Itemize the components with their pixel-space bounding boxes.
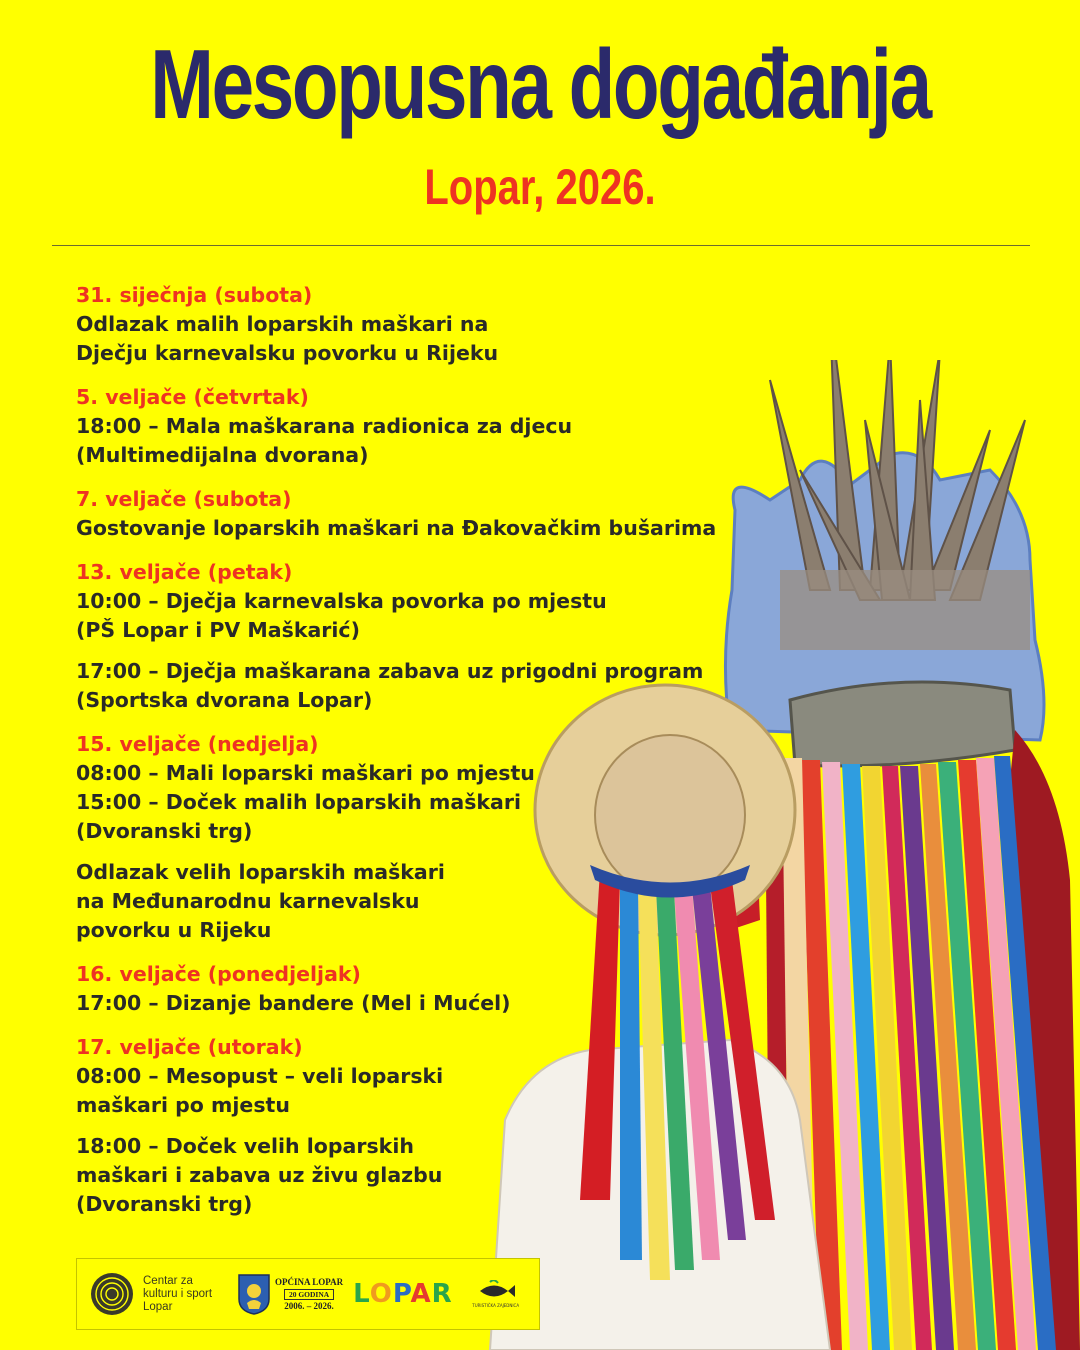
center-logo-text	[143, 1275, 231, 1314]
sponsor-logo-strip	[76, 1258, 540, 1330]
page-subtitle: Lopar, 2026.	[424, 159, 656, 215]
center-name-line-1: Centar za	[143, 1274, 193, 1287]
event-text-line: 17:00 – Dizanje bandere (Mel i Mućel)	[76, 991, 511, 1015]
center-logo-icon	[89, 1271, 135, 1317]
tourist-board-logo	[461, 1280, 531, 1308]
tourist-board-text: TURISTIČKA ZAJEDNICA	[472, 1303, 520, 1308]
event-text-line: povorku u Rijeku	[76, 918, 272, 942]
event-text-line: 15:00 – Doček malih loparskih maškari	[76, 790, 522, 814]
opcina-badge: 20 GODINA	[284, 1289, 334, 1300]
event-text-line: (Sportska dvorana Lopar)	[76, 688, 373, 712]
center-name-line-3: Lopar	[143, 1300, 173, 1313]
lopar-logo	[353, 1279, 453, 1309]
event-text-line: 18:00 – Doček velih loparskih	[76, 1134, 414, 1158]
event-text-line: 10:00 – Dječja karnevalska povorka po mjestu	[76, 589, 607, 613]
event-date: 31. siječnja (subota)	[76, 283, 313, 307]
event-text-line: Odlazak velih loparskih maškari	[76, 860, 445, 884]
event-date: 7. veljače (subota)	[76, 487, 292, 511]
event-text-line: Dječju karnevalsku povorku u Rijeku	[76, 341, 499, 365]
event-date: 13. veljače (petak)	[76, 560, 293, 584]
lopar-letter-r: R	[431, 1279, 453, 1309]
divider	[52, 245, 1030, 246]
event-text-line: Odlazak malih loparskih maškari na	[76, 312, 489, 336]
lopar-letter-p: P	[392, 1279, 411, 1309]
lopar-letter-o: O	[369, 1279, 393, 1309]
opcina-years: 2006. – 2026.	[284, 1301, 334, 1311]
event-text-line: 08:00 – Mesopust – veli loparski	[76, 1064, 444, 1088]
lopar-letter-a: A	[410, 1279, 432, 1309]
event-text-line: maškari i zabava uz živu glazbu	[76, 1163, 443, 1187]
center-name-line-2: kulturu i sport	[143, 1287, 213, 1300]
opcina-name: OPĆINA LOPAR	[275, 1277, 344, 1287]
event-text-line: 18:00 – Mala maškarana radionica za djecu	[76, 414, 573, 438]
event-date: 15. veljače (nedjelja)	[76, 732, 319, 756]
event-text-line: (Multimedijalna dvorana)	[76, 443, 369, 467]
event-text-line: (Dvoranski trg)	[76, 1192, 253, 1216]
event-text-line: Gostovanje loparskih maškari na Đakovačkim bušarima	[76, 516, 717, 540]
fish-icon	[476, 1280, 516, 1302]
event-date: 17. veljače (utorak)	[76, 1035, 303, 1059]
event-text-line: (PŠ Lopar i PV Maškarić)	[76, 618, 360, 642]
event-day	[76, 281, 726, 368]
event-text-line: (Dvoranski trg)	[76, 819, 253, 843]
event-text-line: maškari po mjestu	[76, 1093, 290, 1117]
event-text-line: 08:00 – Mali loparski maškari po mjestu	[76, 761, 535, 785]
lopar-letter-l: L	[353, 1279, 370, 1309]
opcina-logo	[237, 1273, 343, 1315]
event-text-line: 17:00 – Dječja maškarana zabava uz prigodni program	[76, 659, 704, 683]
event-date: 16. veljače (ponedjeljak)	[76, 962, 361, 986]
page-title: Mesopusna događanja	[150, 29, 930, 139]
coat-of-arms-icon	[237, 1273, 271, 1315]
event-date: 5. veljače (četvrtak)	[76, 385, 309, 409]
event-text-line: na Međunarodnu karnevalsku	[76, 889, 420, 913]
opcina-logo-text	[275, 1276, 343, 1312]
carnival-mask-illustration	[470, 360, 1080, 1350]
